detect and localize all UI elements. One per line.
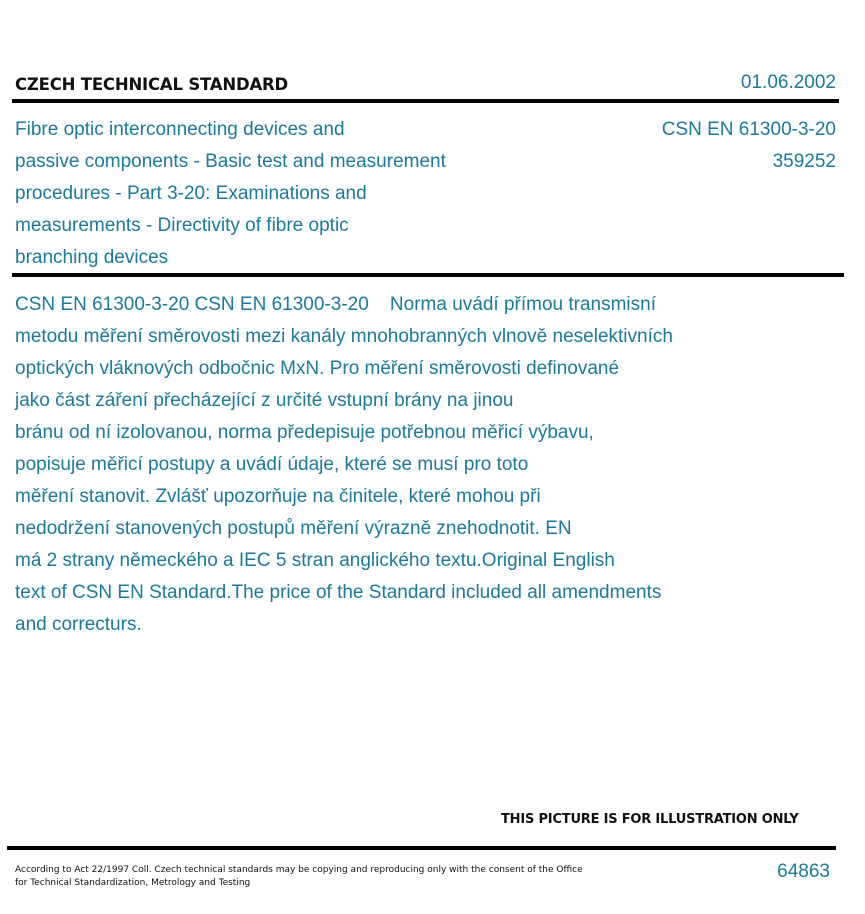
description-line: jako část záření přecházející z určité vstupní brány na jinou: [15, 390, 514, 411]
description-line: popisuje měřicí postupy a uvádí údaje, které se musí pro toto: [15, 454, 529, 475]
title-line: procedures - Part 3-20: Examinations and: [15, 183, 367, 204]
description-line: má 2 strany německého a IEC 5 stran anglického textu.Original English: [15, 550, 615, 571]
standard-title: [15, 114, 535, 274]
publication-date: 01.06.2002: [740, 72, 836, 93]
description-line: text of CSN EN Standard.The price of the Standard included all amendments: [15, 582, 662, 603]
title-line: branching devices: [15, 247, 169, 268]
title-divider: [12, 273, 844, 277]
description-line: metodu měření směrovosti mezi kanály mnohobranných vlnově neselektivních: [15, 326, 673, 347]
standard-description: [15, 289, 805, 641]
standard-identifiers: [662, 114, 836, 178]
footer-divider: [7, 846, 836, 850]
title-line: measurements - Directivity of fibre optic: [15, 215, 349, 236]
legal-notice-line: for Technical Standardization, Metrology and Testing: [15, 878, 251, 888]
illustration-disclaimer: THIS PICTURE IS FOR ILLUSTRATION ONLY: [501, 812, 799, 827]
document-type-label: CZECH TECHNICAL STANDARD: [15, 75, 289, 94]
description-line: and correcturs.: [15, 614, 142, 635]
header-divider: [12, 99, 839, 103]
title-line: passive components - Basic test and measurement: [15, 151, 446, 172]
title-line: Fibre optic interconnecting devices and: [15, 119, 345, 140]
description-line: bránu od ní izolovanou, norma předepisuje potřebnou měřicí výbavu,: [15, 422, 594, 443]
description-line: měření stanovit. Zvlášť upozorňuje na činitele, které mohou při: [15, 486, 541, 507]
description-line: nedodržení stanovených postupů měření výrazně znehodnotit. EN: [15, 518, 572, 539]
standard-code: CSN EN 61300-3-20: [661, 119, 836, 140]
catalog-number: 359252: [772, 151, 836, 172]
description-line: optických vláknových odbočnic MxN. Pro měření směrovosti definované: [15, 358, 620, 379]
document-id: 64863: [777, 861, 830, 882]
description-line: CSN EN 61300-3-20 CSN EN 61300-3-20 Norma uvádí přímou transmisní: [15, 294, 656, 315]
legal-notice: [15, 864, 615, 890]
legal-notice-line: According to Act 22/1997 Coll. Czech technical standards may be copying and reproducing only with the consent of the Office: [15, 865, 583, 875]
